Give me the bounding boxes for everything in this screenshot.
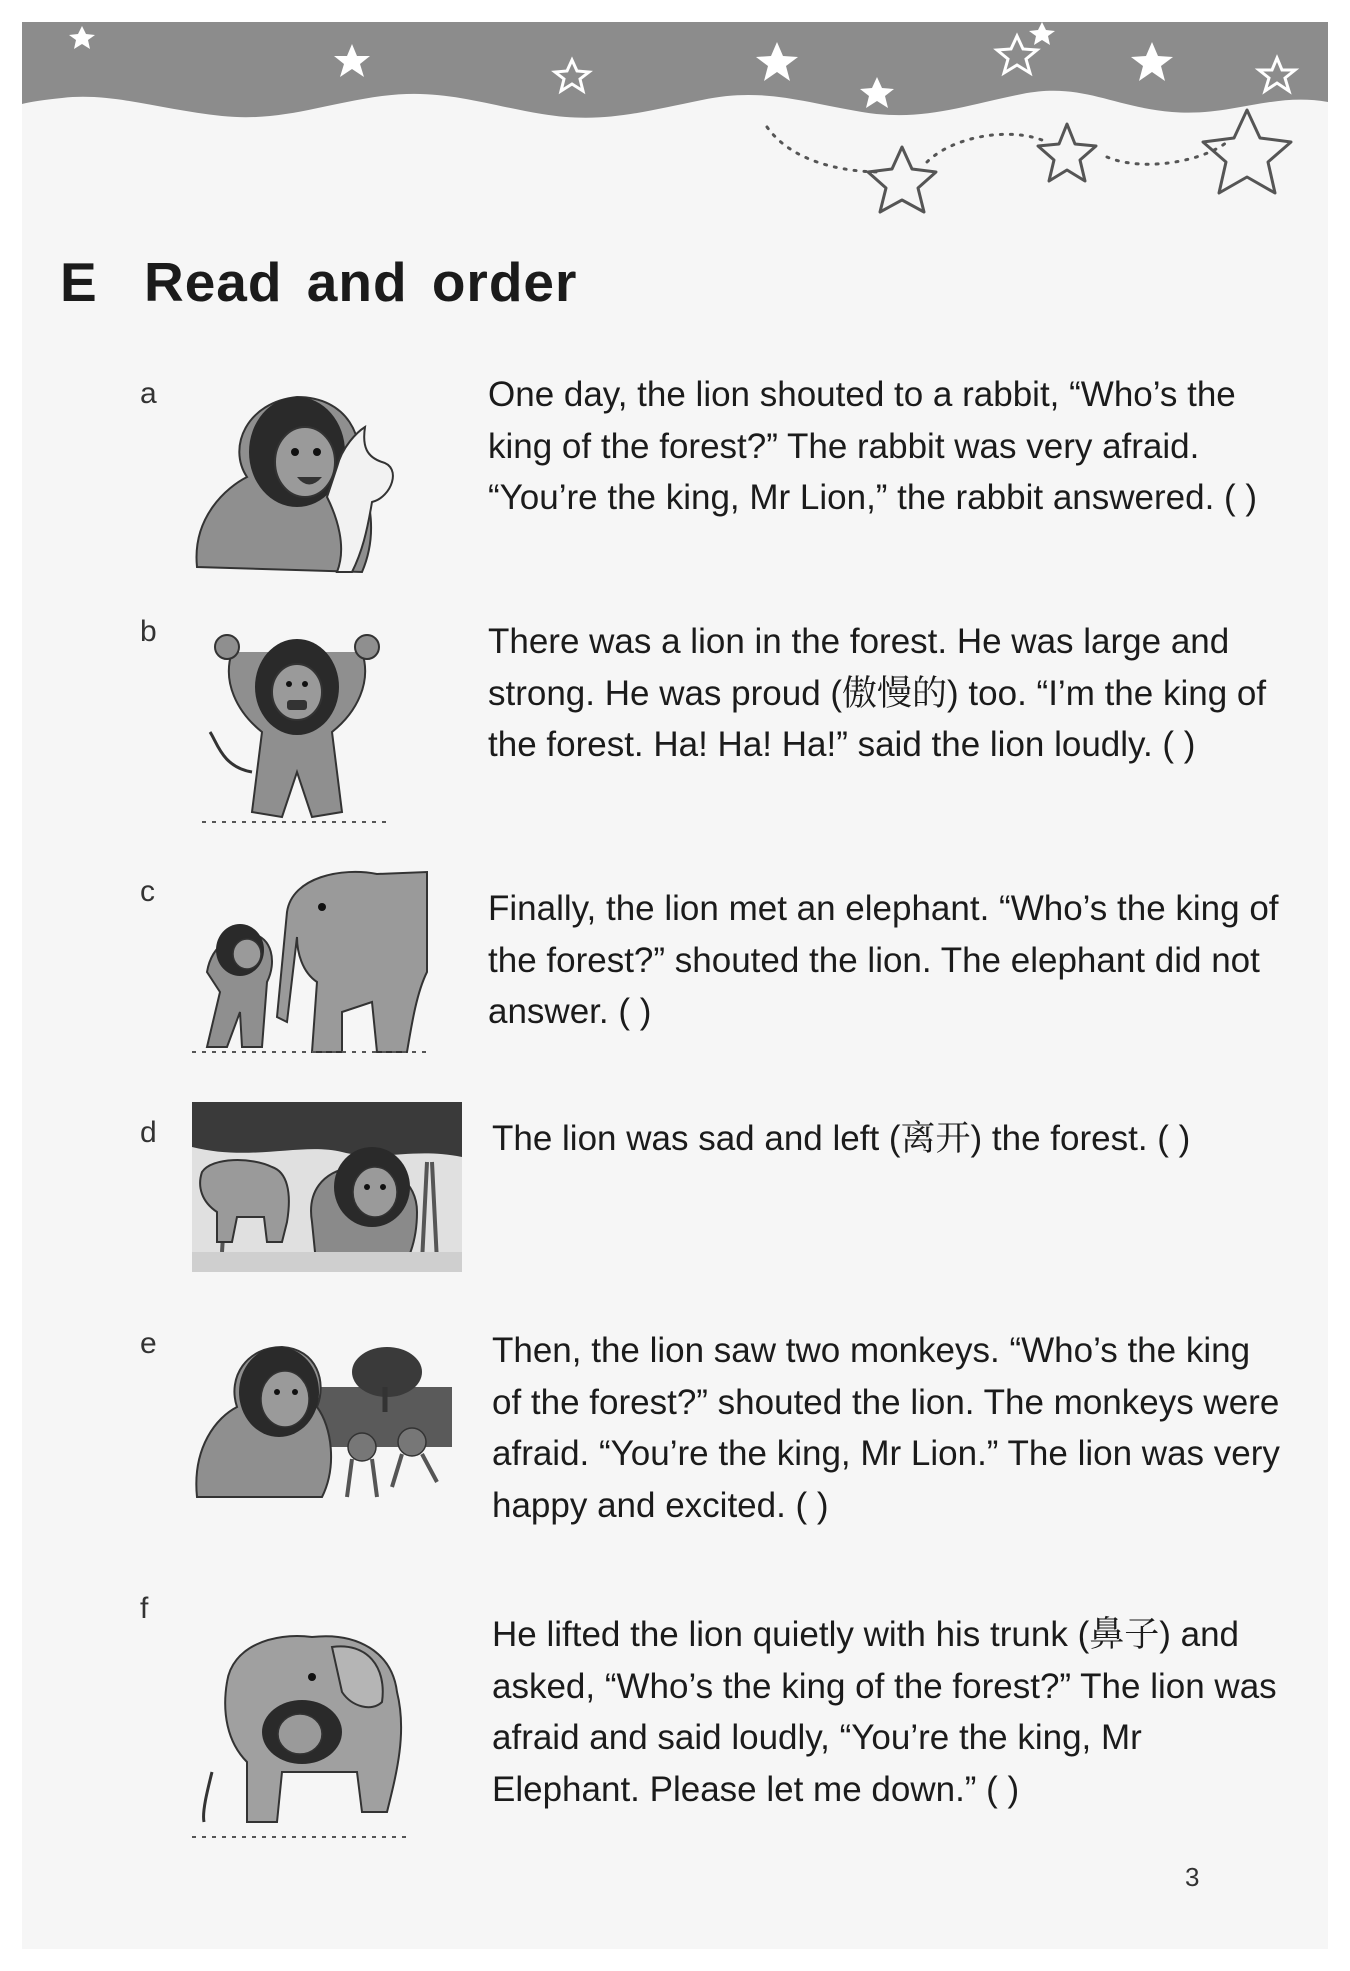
item-letter-f: f bbox=[140, 1592, 149, 1625]
item-text-d: The lion was sad and left (离开) the forest. ( ) bbox=[492, 1119, 1191, 1158]
page-number: 3 bbox=[1185, 1862, 1200, 1892]
illustration-sad-lion-leaving bbox=[192, 1102, 462, 1272]
item-text-e: Then, the lion saw two monkeys. “Who’s the king of the forest?” shouted the lion. The monkeys were afraid. “You’re the king, Mr Lion.” The lion was very happy and excited. ( ) bbox=[492, 1331, 1280, 1525]
star-icon bbox=[1038, 124, 1096, 181]
starry-banner bbox=[22, 22, 1328, 222]
item-letter-b: b bbox=[140, 615, 157, 648]
illustration-proud-lion bbox=[192, 622, 402, 832]
item-text-b: There was a lion in the forest. He was large and strong. He was proud (傲慢的) too. “I’m the king of the forest. Ha! Ha! Ha!” said the lion loudly. ( ) bbox=[488, 622, 1267, 764]
section-heading bbox=[60, 250, 577, 314]
star-icon bbox=[1203, 110, 1291, 193]
dotted-star-trail bbox=[767, 127, 1227, 172]
item-letter-a: a bbox=[140, 377, 157, 410]
item-letter-e: e bbox=[140, 1327, 157, 1360]
workbook-page bbox=[22, 22, 1328, 1949]
section-letter: E bbox=[60, 251, 98, 313]
illustration-lion-meets-elephant bbox=[192, 862, 432, 1062]
item-text-f: He lifted the lion quietly with his trunk (鼻子) and asked, “Who’s the king of the forest?” The lion was afraid and said loudly, “You’re the king, Mr Elephant. Please let me down.” ( ) bbox=[492, 1615, 1277, 1809]
section-title: Read and order bbox=[144, 251, 578, 313]
item-text-c: Finally, the lion met an elephant. “Who’s the king of the forest?” shouted the lion. The elephant did not answer. ( ) bbox=[488, 889, 1279, 1031]
star-icon bbox=[868, 147, 936, 212]
illustration-elephant-lifts-lion bbox=[192, 1622, 422, 1847]
illustration-lion-and-rabbit bbox=[187, 367, 447, 582]
item-letter-d: d bbox=[140, 1116, 157, 1149]
item-letter-c: c bbox=[140, 875, 155, 908]
item-text-a: One day, the lion shouted to a rabbit, “Who’s the king of the forest?” The rabbit was very afraid. “You’re the king, Mr Lion,” the rabbit answered. ( ) bbox=[488, 375, 1258, 517]
illustration-lion-and-monkeys bbox=[187, 1327, 457, 1507]
